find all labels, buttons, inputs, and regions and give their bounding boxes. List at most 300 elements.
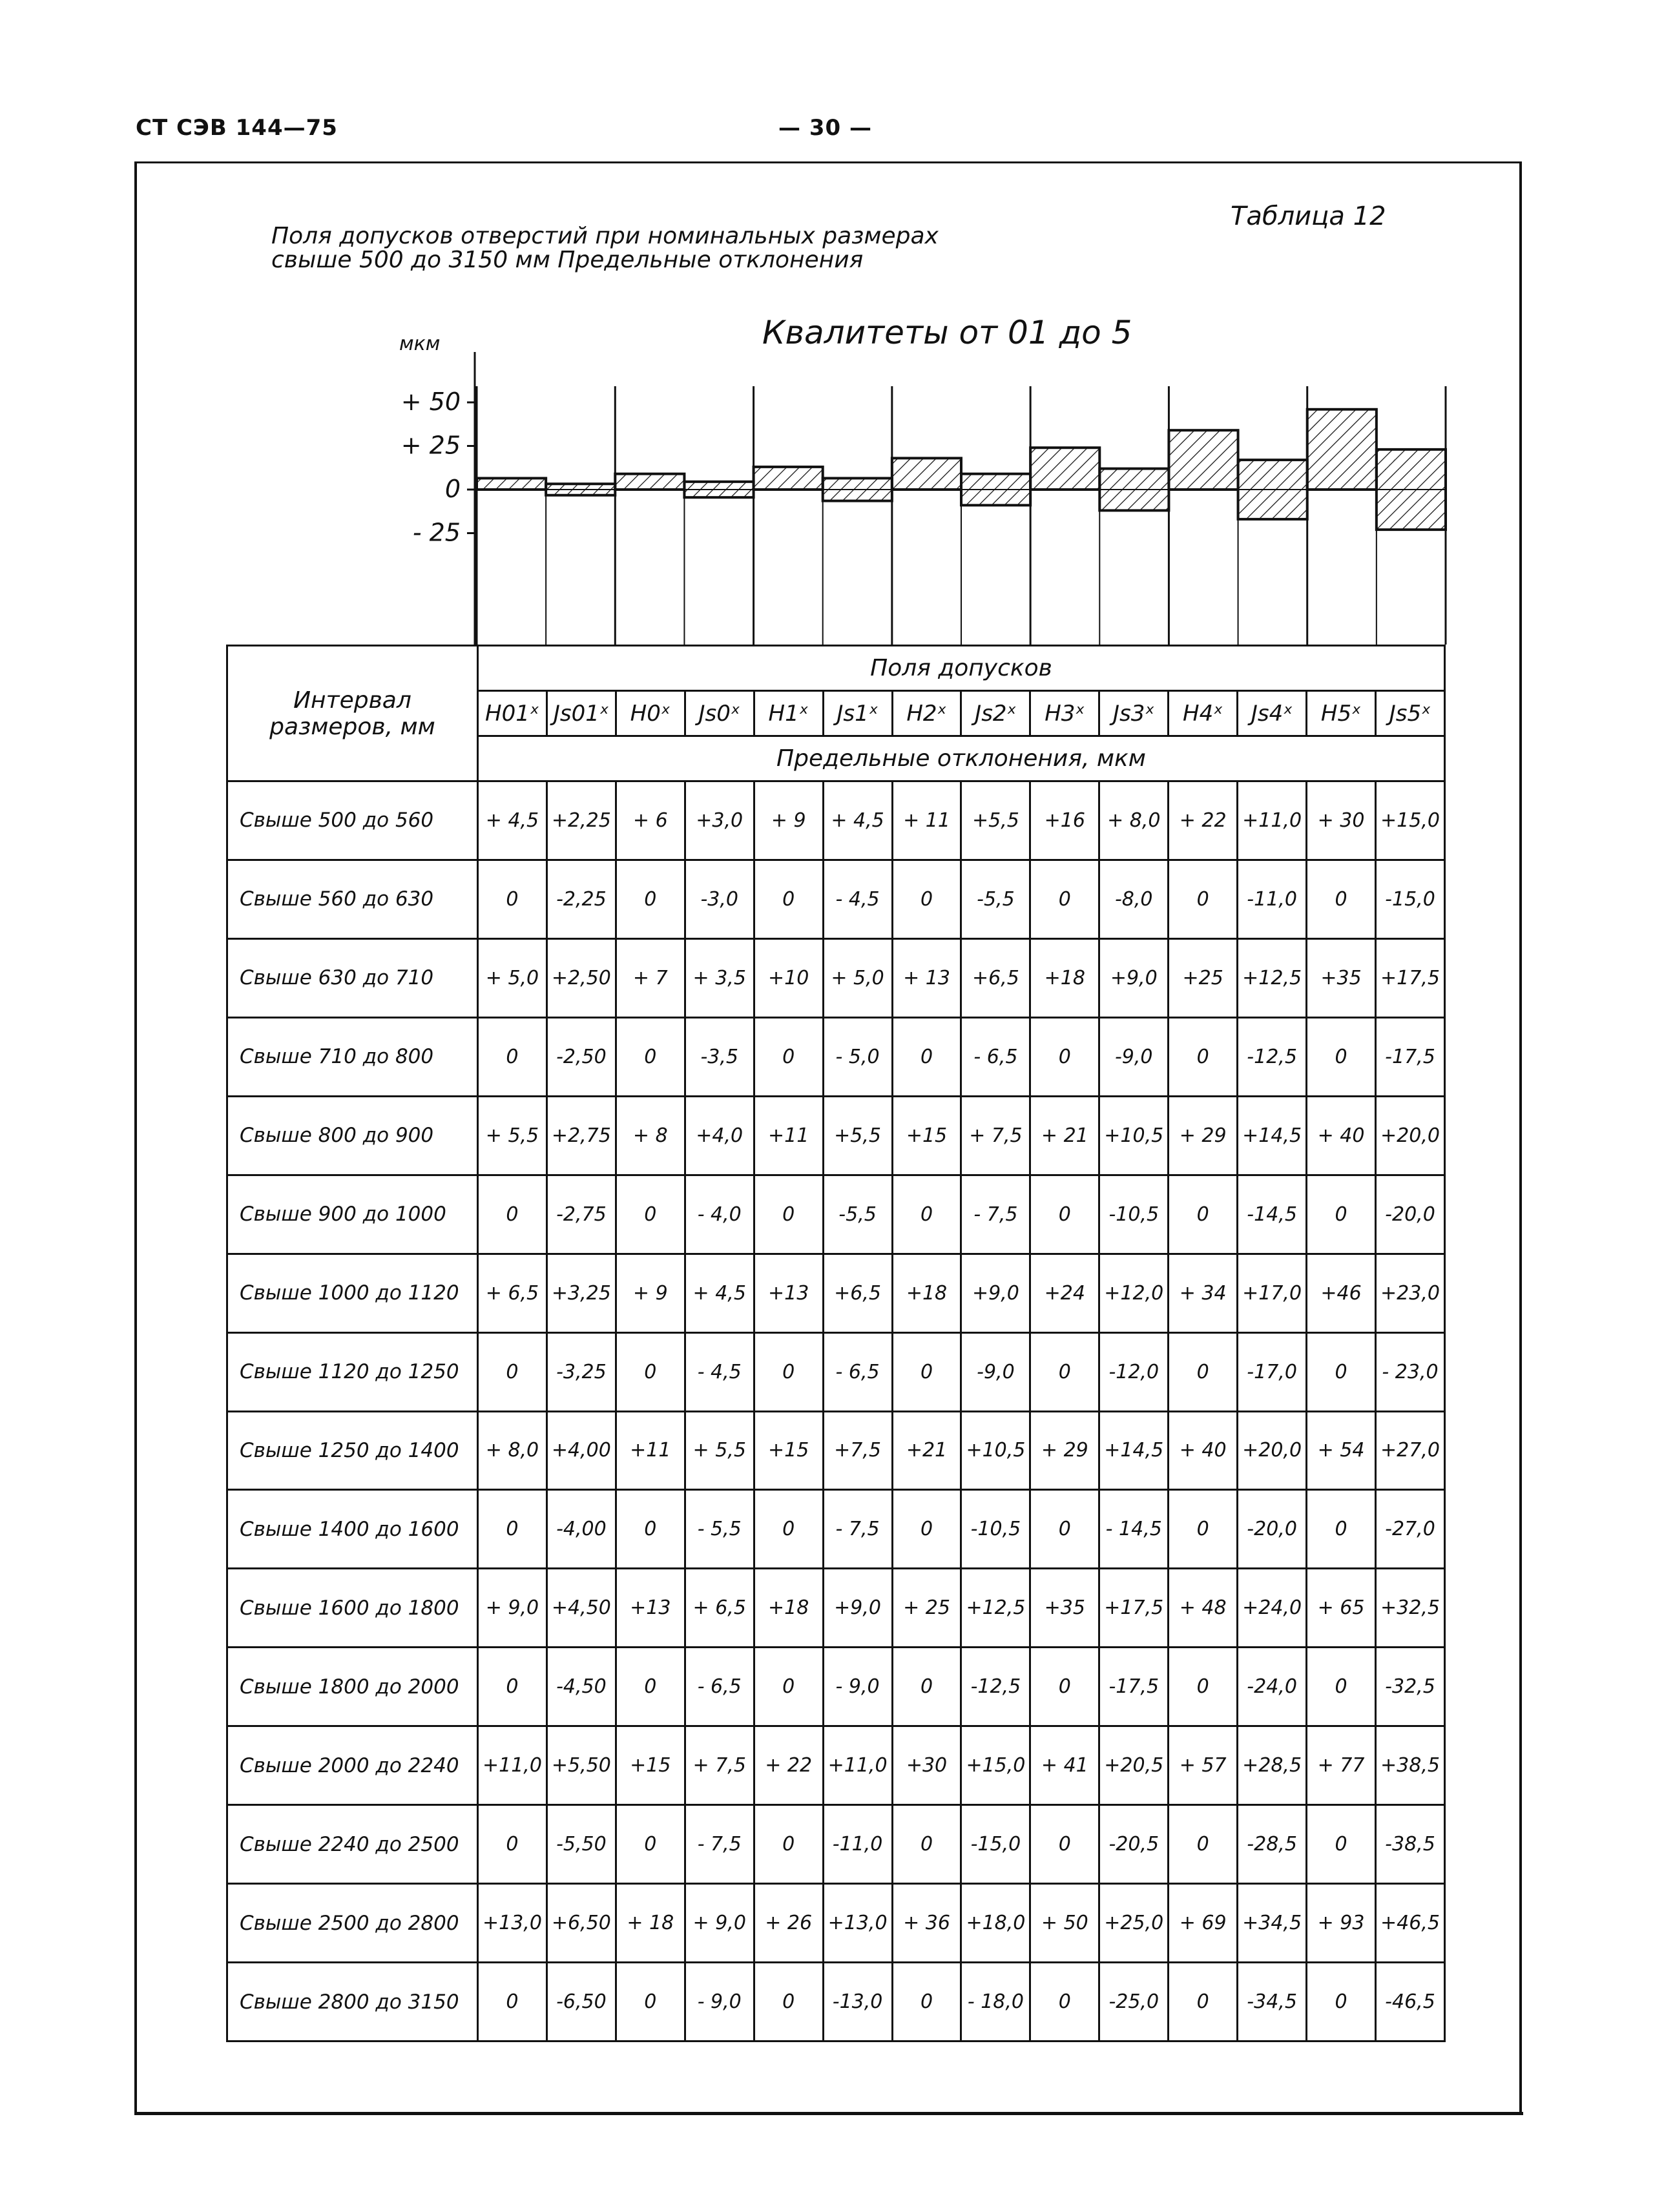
tolerance-band-2 <box>615 474 684 490</box>
deviation-cell: +11,0 <box>478 1726 547 1805</box>
deviation-cell: +14,5 <box>1238 1096 1307 1175</box>
deviation-cell: -10,5 <box>961 1490 1030 1569</box>
deviation-cell: 0 <box>478 1963 547 2041</box>
column-header: H5ˣ <box>1307 691 1376 736</box>
deviation-cell: -2,50 <box>546 1017 616 1096</box>
deviation-cell: 0 <box>1169 1175 1238 1254</box>
deviation-cell: +24 <box>1030 1254 1099 1332</box>
page-number: — 30 — <box>778 115 872 141</box>
row-interval-label: Свыше 1800 до 2000 <box>227 1648 478 1726</box>
column-header: Js3ˣ <box>1099 691 1169 736</box>
tolerance-band-4 <box>754 467 823 490</box>
deviation-cell: 0 <box>616 1332 685 1411</box>
tolerance-band-5 <box>823 478 892 501</box>
row-interval-label: Свыше 800 до 900 <box>227 1096 478 1175</box>
column-header: H0ˣ <box>616 691 685 736</box>
deviation-cell: +30 <box>892 1726 961 1805</box>
deviation-cell: + 57 <box>1169 1726 1238 1805</box>
table-title-line1: Поля допусков отверстий при номинальных размерах <box>271 223 939 249</box>
deviation-cell: +20,0 <box>1238 1411 1307 1490</box>
table-row <box>227 1963 1445 2041</box>
deviation-cell: +27,0 <box>1375 1411 1444 1490</box>
deviation-cell: -24,0 <box>1238 1648 1307 1726</box>
deviation-cell: +25 <box>1169 938 1238 1017</box>
column-header: Js01ˣ <box>546 691 616 736</box>
deviation-cell: +11,0 <box>823 1726 892 1805</box>
deviation-cell: -8,0 <box>1099 860 1169 938</box>
deviation-cell: +15,0 <box>961 1726 1030 1805</box>
deviation-cell: +38,5 <box>1375 1726 1444 1805</box>
table-row <box>227 1884 1445 1963</box>
deviation-cell: - 7,5 <box>961 1175 1030 1254</box>
deviation-cell: +34,5 <box>1238 1884 1307 1963</box>
tolerance-band-8 <box>1030 448 1099 490</box>
row-interval-label: Свыше 1250 до 1400 <box>227 1411 478 1490</box>
deviation-cell: +35 <box>1030 1569 1099 1648</box>
deviation-cell: -5,50 <box>546 1805 616 1884</box>
table-row <box>227 1648 1445 1726</box>
deviation-cell: + 54 <box>1307 1411 1376 1490</box>
deviation-cell: + 4,5 <box>478 781 547 860</box>
deviation-cell: + 22 <box>1169 781 1238 860</box>
deviation-cell: 0 <box>1030 1017 1099 1096</box>
deviation-cell: +15,0 <box>1375 781 1444 860</box>
deviation-cell: +4,0 <box>685 1096 754 1175</box>
deviation-cell: - 6,5 <box>823 1332 892 1411</box>
deviation-cell: -20,0 <box>1238 1490 1307 1569</box>
row-interval-label: Свыше 900 до 1000 <box>227 1175 478 1254</box>
table-row <box>227 1411 1445 1490</box>
deviation-cell: 0 <box>892 1332 961 1411</box>
deviation-cell: -3,25 <box>546 1332 616 1411</box>
deviation-cell: -9,0 <box>961 1332 1030 1411</box>
deviation-cell: +35 <box>1307 938 1376 1017</box>
deviation-cell: -15,0 <box>1375 860 1444 938</box>
deviation-cell: -20,0 <box>1375 1175 1444 1254</box>
y-axis-unit: мкм <box>399 333 441 355</box>
column-header: H01ˣ <box>478 691 547 736</box>
deviation-cell: 0 <box>1307 1332 1376 1411</box>
tolerance-table <box>226 645 1446 2042</box>
deviation-cell: - 9,0 <box>685 1963 754 2041</box>
deviation-cell: -10,5 <box>1099 1175 1169 1254</box>
deviation-cell: + 6,5 <box>685 1569 754 1648</box>
deviation-cell: +24,0 <box>1238 1569 1307 1648</box>
deviation-cell: + 5,5 <box>685 1411 754 1490</box>
deviation-cell: 0 <box>754 1332 823 1411</box>
table-row <box>227 1490 1445 1569</box>
deviation-cell: + 26 <box>754 1884 823 1963</box>
deviation-cell: 0 <box>754 860 823 938</box>
deviation-cell: 0 <box>754 1963 823 2041</box>
deviation-cell: +2,75 <box>546 1096 616 1175</box>
deviation-cell: +17,5 <box>1099 1569 1169 1648</box>
deviation-cell: + 8,0 <box>1099 781 1169 860</box>
deviation-cell: -14,5 <box>1238 1175 1307 1254</box>
deviation-cell: +5,5 <box>823 1096 892 1175</box>
deviation-cell: +4,50 <box>546 1569 616 1648</box>
deviation-cell: + 34 <box>1169 1254 1238 1332</box>
deviation-cell: + 30 <box>1307 781 1376 860</box>
deviation-cell: +18 <box>1030 938 1099 1017</box>
deviation-cell: 0 <box>478 1175 547 1254</box>
deviation-cell: - 9,0 <box>823 1648 892 1726</box>
deviation-cell: 0 <box>892 1017 961 1096</box>
deviation-cell: 0 <box>892 1963 961 2041</box>
deviation-cell: + 41 <box>1030 1726 1099 1805</box>
deviation-cell: -5,5 <box>961 860 1030 938</box>
row-interval-label: Свыше 630 до 710 <box>227 938 478 1017</box>
row-interval-label: Свыше 2000 до 2240 <box>227 1726 478 1805</box>
deviation-cell: + 22 <box>754 1726 823 1805</box>
deviation-cell: -2,25 <box>546 860 616 938</box>
row-interval-label: Свыше 1400 до 1600 <box>227 1490 478 1569</box>
column-header: Js4ˣ <box>1238 691 1307 736</box>
deviation-cell: 0 <box>478 1805 547 1884</box>
deviation-cell: 0 <box>892 1648 961 1726</box>
deviation-cell: +18,0 <box>961 1884 1030 1963</box>
deviation-cell: -6,50 <box>546 1963 616 2041</box>
deviation-cell: +10,5 <box>961 1411 1030 1490</box>
column-header: Js1ˣ <box>823 691 892 736</box>
deviation-cell: +17,5 <box>1375 938 1444 1017</box>
deviation-cell: +2,25 <box>546 781 616 860</box>
deviation-cell: + 9 <box>616 1254 685 1332</box>
row-interval-label: Свыше 2800 до 3150 <box>227 1963 478 2041</box>
deviation-cell: +18 <box>892 1254 961 1332</box>
y-tick-label: + 50 <box>400 388 461 416</box>
deviation-cell: +15 <box>754 1411 823 1490</box>
table-row <box>227 1805 1445 1884</box>
deviation-cell: + 29 <box>1169 1096 1238 1175</box>
deviation-cell: -12,0 <box>1099 1332 1169 1411</box>
deviation-cell: 0 <box>1030 860 1099 938</box>
deviation-cell: 0 <box>1169 1805 1238 1884</box>
deviation-cell: +3,25 <box>546 1254 616 1332</box>
deviation-cell: +12,5 <box>961 1569 1030 1648</box>
deviation-cell: + 6,5 <box>478 1254 547 1332</box>
deviation-cell: 0 <box>1307 1648 1376 1726</box>
deviation-cell: - 14,5 <box>1099 1490 1169 1569</box>
deviation-cell: -3,5 <box>685 1017 754 1096</box>
deviation-cell: - 7,5 <box>823 1490 892 1569</box>
deviation-cell: +13,0 <box>823 1884 892 1963</box>
deviation-cell: + 40 <box>1169 1411 1238 1490</box>
column-header: Js2ˣ <box>961 691 1030 736</box>
deviation-cell: +6,5 <box>961 938 1030 1017</box>
tolerance-band-9 <box>1099 469 1169 511</box>
deviation-cell: +5,50 <box>546 1726 616 1805</box>
deviation-cell: 0 <box>616 860 685 938</box>
deviation-cell: + 69 <box>1169 1884 1238 1963</box>
table-row <box>227 1096 1445 1175</box>
deviation-cell: -17,0 <box>1238 1332 1307 1411</box>
deviation-cell: 0 <box>478 1017 547 1096</box>
tolerance-band-11 <box>1238 460 1307 519</box>
y-tick-label: 0 <box>444 475 461 503</box>
deviations-header: Предельные отклонения, мкм <box>478 736 1445 781</box>
deviation-cell: - 6,5 <box>685 1648 754 1726</box>
deviation-cell: - 18,0 <box>961 1963 1030 2041</box>
deviation-cell: -12,5 <box>1238 1017 1307 1096</box>
y-tick-label: - 25 <box>412 518 461 547</box>
deviation-cell: 0 <box>754 1805 823 1884</box>
deviation-cell: +2,50 <box>546 938 616 1017</box>
deviation-cell: 0 <box>1169 1648 1238 1726</box>
deviation-cell: 0 <box>1030 1490 1099 1569</box>
deviation-cell: -4,50 <box>546 1648 616 1726</box>
deviation-cell: +4,00 <box>546 1411 616 1490</box>
deviation-cell: + 40 <box>1307 1096 1376 1175</box>
y-tick-label: + 25 <box>400 431 461 460</box>
deviation-cell: + 29 <box>1030 1411 1099 1490</box>
row-interval-label: Свыше 560 до 630 <box>227 860 478 938</box>
deviation-cell: -11,0 <box>823 1805 892 1884</box>
deviation-cell: -4,00 <box>546 1490 616 1569</box>
deviation-cell: + 65 <box>1307 1569 1376 1648</box>
deviation-cell: 0 <box>616 1175 685 1254</box>
deviation-cell: + 7,5 <box>961 1096 1030 1175</box>
deviation-cell: +32,5 <box>1375 1569 1444 1648</box>
deviation-cell: -11,0 <box>1238 860 1307 938</box>
row-interval-label: Свыше 2500 до 2800 <box>227 1884 478 1963</box>
tolerance-band-12 <box>1307 409 1377 490</box>
deviation-cell: 0 <box>478 1490 547 1569</box>
table-title-line2: свыше 500 до 3150 мм Предельные отклонения <box>271 247 864 273</box>
deviation-cell: + 3,5 <box>685 938 754 1017</box>
deviation-cell: -13,0 <box>823 1963 892 2041</box>
deviation-cell: 0 <box>616 1017 685 1096</box>
deviation-cell: 0 <box>1169 860 1238 938</box>
table-row <box>227 781 1445 860</box>
tolerance-band-0 <box>477 478 546 490</box>
deviation-cell: -32,5 <box>1375 1648 1444 1726</box>
deviation-cell: 0 <box>754 1648 823 1726</box>
deviation-cell: +11,0 <box>1238 781 1307 860</box>
deviation-cell: 0 <box>892 1175 961 1254</box>
deviation-cell: -12,5 <box>961 1648 1030 1726</box>
deviation-cell: +28,5 <box>1238 1726 1307 1805</box>
standard-code: СТ СЭВ 144—75 <box>136 115 338 141</box>
deviation-cell: +23,0 <box>1375 1254 1444 1332</box>
deviation-cell: - 5,0 <box>823 1017 892 1096</box>
deviation-cell: + 13 <box>892 938 961 1017</box>
tolerance-band-13 <box>1377 450 1446 530</box>
deviation-cell: + 18 <box>616 1884 685 1963</box>
deviation-cell: - 4,5 <box>685 1332 754 1411</box>
deviation-cell: +10,5 <box>1099 1096 1169 1175</box>
deviation-cell: 0 <box>754 1490 823 1569</box>
chart-title: Квалитеты от 01 до 5 <box>762 314 1132 351</box>
deviation-cell: 0 <box>478 1332 547 1411</box>
deviation-cell: + 5,0 <box>478 938 547 1017</box>
deviation-cell: +9,0 <box>823 1569 892 1648</box>
deviation-cell: + 9 <box>754 781 823 860</box>
deviation-cell: +12,0 <box>1099 1254 1169 1332</box>
tolerance-band-1 <box>546 484 615 495</box>
deviation-cell: 0 <box>1307 1805 1376 1884</box>
deviation-cell: -9,0 <box>1099 1017 1169 1096</box>
row-interval-label: Свыше 1120 до 1250 <box>227 1332 478 1411</box>
deviation-cell: 0 <box>1030 1332 1099 1411</box>
deviation-cell: + 9,0 <box>478 1569 547 1648</box>
deviation-cell: +46 <box>1307 1254 1376 1332</box>
deviation-cell: +25,0 <box>1099 1884 1169 1963</box>
deviation-cell: +14,5 <box>1099 1411 1169 1490</box>
deviation-cell: +9,0 <box>961 1254 1030 1332</box>
deviation-cell: -38,5 <box>1375 1805 1444 1884</box>
bottom-rule <box>134 2112 1523 2115</box>
row-interval-label: Свыше 1600 до 1800 <box>227 1569 478 1648</box>
deviation-cell: +6,5 <box>823 1254 892 1332</box>
deviation-cell: 0 <box>892 1490 961 1569</box>
deviation-cell: - 5,5 <box>685 1490 754 1569</box>
deviation-cell: +9,0 <box>1099 938 1169 1017</box>
deviation-cell: + 21 <box>1030 1096 1099 1175</box>
deviation-cell: -34,5 <box>1238 1963 1307 2041</box>
deviation-cell: + 77 <box>1307 1726 1376 1805</box>
deviation-cell: 0 <box>1307 1017 1376 1096</box>
deviation-cell: + 25 <box>892 1569 961 1648</box>
column-header: H3ˣ <box>1030 691 1099 736</box>
deviation-cell: + 11 <box>892 781 961 860</box>
table-row <box>227 1175 1445 1254</box>
row-interval-label: Свыше 2240 до 2500 <box>227 1805 478 1884</box>
deviation-cell: -28,5 <box>1238 1805 1307 1884</box>
tolerance-chart <box>0 0 1664 646</box>
deviation-cell: - 23,0 <box>1375 1332 1444 1411</box>
deviation-cell: 0 <box>1169 1017 1238 1096</box>
deviation-cell: -15,0 <box>961 1805 1030 1884</box>
deviation-cell: 0 <box>478 1648 547 1726</box>
deviation-cell: +46,5 <box>1375 1884 1444 1963</box>
deviation-cell: -46,5 <box>1375 1963 1444 2041</box>
table-row <box>227 938 1445 1017</box>
deviation-cell: 0 <box>1307 1963 1376 2041</box>
deviation-cell: - 7,5 <box>685 1805 754 1884</box>
deviation-cell: 0 <box>1030 1963 1099 2041</box>
deviation-cell: - 6,5 <box>961 1017 1030 1096</box>
deviation-cell: + 5,0 <box>823 938 892 1017</box>
deviation-cell: 0 <box>1030 1648 1099 1726</box>
deviation-cell: -5,5 <box>823 1175 892 1254</box>
deviation-cell: 0 <box>754 1017 823 1096</box>
deviation-cell: + 48 <box>1169 1569 1238 1648</box>
deviation-cell: + 8,0 <box>478 1411 547 1490</box>
deviation-cell: +13,0 <box>478 1884 547 1963</box>
row-interval-label: Свыше 500 до 560 <box>227 781 478 860</box>
deviation-cell: +7,5 <box>823 1411 892 1490</box>
deviation-cell: +18 <box>754 1569 823 1648</box>
table-row <box>227 1569 1445 1648</box>
deviation-cell: +15 <box>616 1726 685 1805</box>
deviation-cell: 0 <box>616 1648 685 1726</box>
deviation-cell: +20,0 <box>1375 1096 1444 1175</box>
deviation-cell: +5,5 <box>961 781 1030 860</box>
deviation-cell: -25,0 <box>1099 1963 1169 2041</box>
column-header: H2ˣ <box>892 691 961 736</box>
row-interval-label: Свыше 710 до 800 <box>227 1017 478 1096</box>
fields-header: Поля допусков <box>478 646 1445 691</box>
deviation-cell: +3,0 <box>685 781 754 860</box>
deviation-cell: 0 <box>616 1490 685 1569</box>
tolerance-band-10 <box>1169 430 1238 490</box>
deviation-cell: -3,0 <box>685 860 754 938</box>
deviation-cell: +20,5 <box>1099 1726 1169 1805</box>
deviation-cell: + 93 <box>1307 1884 1376 1963</box>
deviation-cell: + 9,0 <box>685 1884 754 1963</box>
deviation-cell: +11 <box>616 1411 685 1490</box>
table-label: Таблица 12 <box>1231 202 1386 231</box>
deviation-cell: + 4,5 <box>823 781 892 860</box>
deviation-cell: 0 <box>892 860 961 938</box>
deviation-cell: -17,5 <box>1375 1017 1444 1096</box>
deviation-cell: 0 <box>616 1805 685 1884</box>
deviation-cell: + 36 <box>892 1884 961 1963</box>
deviation-cell: + 6 <box>616 781 685 860</box>
deviation-cell: - 4,5 <box>823 860 892 938</box>
deviation-cell: +15 <box>892 1096 961 1175</box>
deviation-cell: -27,0 <box>1375 1490 1444 1569</box>
deviation-cell: 0 <box>616 1963 685 2041</box>
deviation-cell: 0 <box>478 860 547 938</box>
table-row <box>227 1332 1445 1411</box>
deviation-cell: 0 <box>1307 1490 1376 1569</box>
tolerance-band-3 <box>684 482 753 497</box>
deviation-cell: 0 <box>892 1805 961 1884</box>
deviation-cell: 0 <box>1169 1490 1238 1569</box>
deviation-cell: 0 <box>1030 1175 1099 1254</box>
deviation-cell: +12,5 <box>1238 938 1307 1017</box>
deviation-cell: 0 <box>1169 1332 1238 1411</box>
deviation-cell: +17,0 <box>1238 1254 1307 1332</box>
column-header: H4ˣ <box>1169 691 1238 736</box>
deviation-cell: +11 <box>754 1096 823 1175</box>
table-row <box>227 1017 1445 1096</box>
deviation-cell: -2,75 <box>546 1175 616 1254</box>
deviation-cell: +13 <box>754 1254 823 1332</box>
interval-header: Интервал размеров, мм <box>227 646 478 781</box>
deviation-cell: +13 <box>616 1569 685 1648</box>
deviation-cell: + 50 <box>1030 1884 1099 1963</box>
deviation-cell: +10 <box>754 938 823 1017</box>
deviation-cell: 0 <box>1030 1805 1099 1884</box>
row-interval-label: Свыше 1000 до 1120 <box>227 1254 478 1332</box>
deviation-cell: +21 <box>892 1411 961 1490</box>
deviation-cell: -20,5 <box>1099 1805 1169 1884</box>
deviation-cell: + 4,5 <box>685 1254 754 1332</box>
deviation-cell: - 4,0 <box>685 1175 754 1254</box>
deviation-cell: + 7 <box>616 938 685 1017</box>
deviation-cell: + 8 <box>616 1096 685 1175</box>
column-header: Js5ˣ <box>1375 691 1444 736</box>
deviation-cell: -17,5 <box>1099 1648 1169 1726</box>
column-header: Js0ˣ <box>685 691 754 736</box>
deviation-cell: +16 <box>1030 781 1099 860</box>
deviation-cell: + 5,5 <box>478 1096 547 1175</box>
tolerance-band-7 <box>961 474 1030 506</box>
deviation-cell: 0 <box>1307 860 1376 938</box>
deviation-cell: 0 <box>754 1175 823 1254</box>
deviation-cell: 0 <box>1307 1175 1376 1254</box>
table-row <box>227 1726 1445 1805</box>
table-row <box>227 860 1445 938</box>
deviation-cell: +6,50 <box>546 1884 616 1963</box>
deviation-cell: 0 <box>1169 1963 1238 2041</box>
tolerance-band-6 <box>892 458 961 490</box>
deviation-cell: + 7,5 <box>685 1726 754 1805</box>
column-header: H1ˣ <box>754 691 823 736</box>
